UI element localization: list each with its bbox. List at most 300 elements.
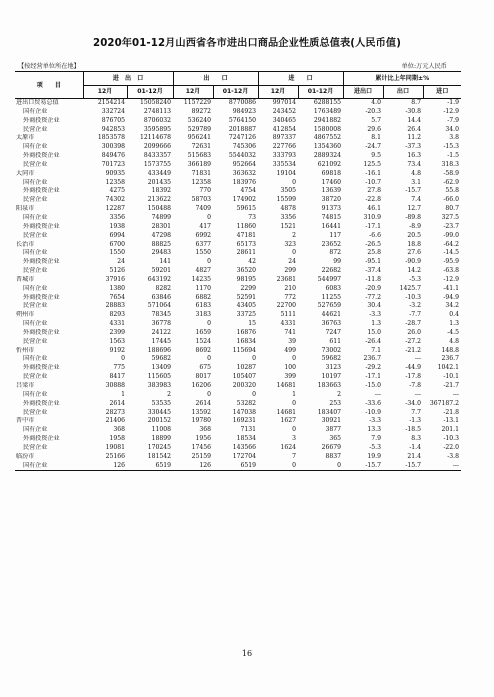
table-cell: -17.1 bbox=[365, 222, 381, 230]
table-cell: -10.7 bbox=[365, 178, 381, 186]
table-cell: -7.8 bbox=[409, 382, 421, 389]
table-cell: -4.5 bbox=[447, 328, 459, 336]
table-cell: 772 bbox=[284, 293, 296, 301]
row-label: 民营企业 bbox=[23, 408, 48, 416]
table-cell: 1659 bbox=[195, 328, 211, 336]
table-cell: 21.4 bbox=[407, 452, 421, 460]
table-cell: 332724 bbox=[101, 107, 125, 115]
table-cell: -15.0 bbox=[365, 382, 381, 389]
table-cell: -13.1 bbox=[443, 417, 459, 425]
table-cell: 73.4 bbox=[407, 160, 421, 168]
table-cell: -15.7 bbox=[343, 462, 383, 471]
table-cell: 12.7 bbox=[407, 205, 421, 213]
table-cell: 0 bbox=[121, 355, 125, 363]
table-cell: 11.2 bbox=[407, 134, 421, 142]
table-cell: 72631 bbox=[191, 143, 211, 151]
table-cell: 368 bbox=[113, 426, 125, 434]
table-cell: 6700 bbox=[109, 240, 125, 248]
table-row bbox=[15, 347, 461, 356]
table-cell: 536240 bbox=[187, 116, 211, 124]
table-cell: 515683 bbox=[187, 152, 211, 160]
table-cell: 24 bbox=[288, 258, 296, 266]
table-cell: 63846 bbox=[151, 293, 171, 301]
table-cell: 18899 bbox=[151, 435, 171, 443]
table-cell: 2099666 bbox=[143, 143, 171, 151]
table-cell: 8706032 bbox=[143, 116, 171, 124]
table-cell: 13592 bbox=[191, 408, 211, 416]
table-cell: 3.8 bbox=[449, 134, 459, 142]
table-cell: 36763 bbox=[321, 320, 341, 328]
growth-export-header: 出口 bbox=[383, 86, 423, 99]
table-cell: 200320 bbox=[232, 382, 256, 389]
export-cum-header: 01-12月 bbox=[213, 86, 258, 99]
table-cell: -12.9 bbox=[443, 107, 459, 115]
table-cell: 2 bbox=[337, 390, 341, 398]
table-cell: 12287 bbox=[105, 205, 125, 213]
unit-note: 单位:万元人民币 bbox=[401, 63, 447, 70]
table-cell: 2018887 bbox=[228, 125, 256, 133]
row-label: 国有企业 bbox=[23, 213, 48, 221]
table-cell: 335534 bbox=[272, 160, 296, 168]
table-cell: 1763489 bbox=[313, 107, 341, 115]
table-cell: 611 bbox=[329, 337, 341, 345]
table-cell: -24.7 bbox=[365, 143, 381, 151]
import-dec-header: 12月 bbox=[258, 86, 298, 99]
item-header: 项 目 bbox=[15, 72, 83, 99]
table-cell: -20.9 bbox=[365, 284, 381, 292]
table-cell: 115605 bbox=[147, 373, 171, 381]
table-cell: 1573755 bbox=[143, 160, 171, 168]
table-cell: 7247 bbox=[325, 328, 341, 336]
table-cell: 12114678 bbox=[139, 134, 171, 142]
table-row bbox=[15, 320, 461, 329]
table-cell: 3505 bbox=[280, 187, 296, 195]
table-cell: 16876 bbox=[236, 328, 256, 336]
table-cell: 19.9 bbox=[367, 452, 381, 460]
table-cell: 4331 bbox=[280, 320, 296, 328]
table-cell: -5.3 bbox=[409, 275, 421, 283]
row-label: 临汾市 bbox=[16, 452, 35, 460]
table-cell: 47298 bbox=[151, 231, 171, 239]
table-cell: 300398 bbox=[101, 143, 125, 151]
table-cell: 59201 bbox=[151, 267, 171, 275]
table-cell: 7.7 bbox=[411, 408, 421, 416]
table-cell: 8.3 bbox=[411, 435, 421, 443]
table-cell: 6994 bbox=[109, 231, 125, 239]
table-cell: 571064 bbox=[147, 302, 171, 310]
table-cell: 4.8 bbox=[449, 337, 459, 345]
table-cell: 59682 bbox=[321, 355, 341, 363]
table-cell: 53282 bbox=[236, 399, 256, 407]
table-cell: 174902 bbox=[232, 196, 256, 204]
table-cell: 310.9 bbox=[363, 213, 381, 221]
table-cell: 170245 bbox=[147, 443, 171, 451]
table-cell: 201435 bbox=[147, 178, 171, 186]
table-cell: 0 bbox=[252, 390, 256, 398]
table-cell: 65173 bbox=[236, 240, 256, 248]
table-cell: 3356 bbox=[280, 213, 296, 221]
table-cell: -5.3 bbox=[369, 443, 381, 451]
row-label: 外商投资企业 bbox=[23, 116, 60, 124]
table-row bbox=[15, 453, 461, 462]
table-row bbox=[15, 99, 461, 108]
table-cell: 89272 bbox=[191, 107, 211, 115]
table-cell: 27.6 bbox=[407, 249, 421, 257]
table-cell: 42 bbox=[248, 258, 256, 266]
table-row bbox=[15, 214, 461, 223]
table-cell: 44621 bbox=[321, 311, 341, 319]
table-cell: 36778 bbox=[151, 320, 171, 328]
table-cell: 5.7 bbox=[371, 116, 381, 124]
table-cell: 775 bbox=[113, 364, 125, 372]
table-row bbox=[15, 223, 461, 232]
table-cell: 117 bbox=[329, 231, 341, 239]
table-cell: 25.8 bbox=[367, 249, 381, 257]
table-cell: 52591 bbox=[236, 293, 256, 301]
table-cell: 59615 bbox=[236, 205, 256, 213]
table-row bbox=[15, 382, 461, 391]
table-row bbox=[15, 161, 461, 170]
table-cell: -1.5 bbox=[447, 152, 459, 160]
table-cell: 147038 bbox=[232, 408, 256, 416]
table-cell: 17460 bbox=[321, 178, 341, 186]
table-cell: 5111 bbox=[280, 311, 296, 319]
table-cell: 36520 bbox=[236, 267, 256, 275]
table-cell: 22682 bbox=[321, 267, 341, 275]
table-cell: 741 bbox=[284, 328, 296, 336]
table-row bbox=[15, 311, 461, 320]
table-cell: 1958 bbox=[109, 435, 125, 443]
table-cell: --- bbox=[452, 390, 459, 398]
table-cell: 2614 bbox=[195, 399, 211, 407]
table-cell: 0 bbox=[207, 213, 211, 221]
table-cell: -6.6 bbox=[369, 231, 381, 239]
row-label: 外商投资企业 bbox=[23, 328, 60, 336]
table-cell: 16.3 bbox=[407, 152, 421, 160]
table-cell: -99.0 bbox=[443, 231, 459, 239]
table-cell: 53535 bbox=[151, 399, 171, 407]
row-label: 大同市 bbox=[16, 169, 35, 177]
row-label: 忻州市 bbox=[16, 346, 35, 354]
table-cell: 253 bbox=[329, 399, 341, 407]
table-cell: 2941882 bbox=[313, 116, 341, 124]
table-cell: 188696 bbox=[147, 346, 171, 354]
row-label: 国有企业 bbox=[23, 249, 48, 257]
table-cell: 997014 bbox=[272, 99, 296, 106]
table-cell: 1354360 bbox=[313, 143, 341, 151]
table-cell: 770 bbox=[199, 187, 211, 195]
table-cell: 1425.7 bbox=[399, 284, 421, 292]
table-cell: 323 bbox=[284, 240, 296, 248]
row-label: 外商投资企业 bbox=[23, 399, 60, 407]
table-cell: 956241 bbox=[187, 134, 211, 142]
table-cell: -28.7 bbox=[405, 320, 421, 328]
table-cell: 701723 bbox=[101, 160, 125, 168]
table-cell: 213622 bbox=[147, 196, 171, 204]
table-cell: 7247126 bbox=[228, 134, 256, 142]
table-cell: 19780 bbox=[191, 417, 211, 425]
table-cell: -26.4 bbox=[365, 337, 381, 345]
table-cell: -62.9 bbox=[443, 178, 459, 186]
table-cell: 1938 bbox=[109, 222, 125, 230]
table-cell: -77.2 bbox=[365, 293, 381, 301]
table-cell: 1.3 bbox=[449, 320, 459, 328]
table-cell: 14.2 bbox=[407, 267, 421, 275]
table-cell: 7131 bbox=[240, 426, 256, 434]
table-cell: 8770086 bbox=[228, 99, 256, 106]
table-cell: 952664 bbox=[232, 160, 256, 168]
row-label: 民营企业 bbox=[23, 302, 48, 310]
table-cell: 8837 bbox=[325, 452, 341, 460]
table-cell: 1563 bbox=[109, 337, 125, 345]
table-row bbox=[15, 426, 461, 435]
table-cell: 13639 bbox=[321, 187, 341, 195]
table-cell: 0 bbox=[292, 355, 296, 363]
table-cell: 34.2 bbox=[445, 302, 459, 310]
table-cell: 4867552 bbox=[313, 134, 341, 142]
table-cell: 2748113 bbox=[143, 107, 171, 115]
table-cell: 78345 bbox=[151, 311, 171, 319]
table-row bbox=[15, 294, 461, 303]
table-cell: 318.3 bbox=[441, 160, 459, 168]
table-cell: 236.7 bbox=[363, 355, 381, 363]
table-cell: 9192 bbox=[109, 346, 125, 354]
table-row bbox=[15, 117, 461, 126]
table-cell: 15599 bbox=[276, 196, 296, 204]
table-cell: 333793 bbox=[272, 152, 296, 160]
table-cell: 0 bbox=[298, 462, 343, 471]
row-label: 进出口贸易总值 bbox=[16, 99, 59, 106]
table-cell: 210 bbox=[284, 284, 296, 292]
trade-table bbox=[15, 71, 461, 471]
table-cell: 38720 bbox=[321, 196, 341, 204]
table-cell: 183976 bbox=[232, 178, 256, 186]
table-cell: 25166 bbox=[105, 452, 125, 460]
table-row bbox=[15, 373, 461, 382]
table-cell: 201.1 bbox=[441, 426, 459, 434]
table-row bbox=[15, 143, 461, 152]
table-cell: 21406 bbox=[105, 417, 125, 425]
table-cell: -18.5 bbox=[405, 426, 421, 434]
table-cell: 529789 bbox=[187, 125, 211, 133]
table-cell: 26679 bbox=[321, 443, 341, 451]
table-cell: 30.4 bbox=[367, 302, 381, 310]
table-row bbox=[15, 126, 461, 135]
table-cell: 19104 bbox=[276, 169, 296, 177]
table-cell: 73002 bbox=[321, 346, 341, 354]
table-cell: 3 bbox=[292, 435, 296, 443]
table-row bbox=[15, 409, 461, 418]
row-label: 外商投资企业 bbox=[23, 187, 60, 195]
table-cell: -64.2 bbox=[443, 240, 459, 248]
table-cell: -66.0 bbox=[443, 196, 459, 204]
table-cell: 14.4 bbox=[407, 116, 421, 124]
table-row bbox=[15, 232, 461, 241]
table-cell: 2 bbox=[167, 390, 171, 398]
table-cell: 99 bbox=[333, 258, 341, 266]
table-cell: -10.1 bbox=[443, 373, 459, 381]
table-cell: 7.4 bbox=[411, 196, 421, 204]
table-cell: 27.8 bbox=[367, 187, 381, 195]
table-cell: -17.8 bbox=[405, 373, 421, 381]
table-cell: -7.9 bbox=[447, 116, 459, 124]
table-cell: 236.7 bbox=[441, 355, 459, 363]
table-cell: 0 bbox=[258, 462, 298, 471]
row-label: 阳泉市 bbox=[16, 205, 35, 213]
table-cell: 6083 bbox=[325, 284, 341, 292]
table-cell: 6992 bbox=[195, 231, 211, 239]
table-cell: --- bbox=[414, 355, 421, 363]
table-row bbox=[15, 134, 461, 143]
table-cell: -3.3 bbox=[369, 417, 381, 425]
table-cell: 24122 bbox=[151, 328, 171, 336]
table-cell: -10.9 bbox=[365, 408, 381, 416]
table-cell: 0 bbox=[207, 258, 211, 266]
table-cell: 6882 bbox=[195, 293, 211, 301]
table-cell: -15.7 bbox=[383, 462, 423, 471]
table-cell: 150488 bbox=[147, 205, 171, 213]
table-cell: 1853578 bbox=[97, 134, 125, 142]
table-cell: 745306 bbox=[232, 143, 256, 151]
table-cell: 243452 bbox=[272, 107, 296, 115]
table-cell: 417 bbox=[199, 222, 211, 230]
table-cell: -63.8 bbox=[443, 267, 459, 275]
table-cell: 366189 bbox=[187, 160, 211, 168]
table-cell: 181542 bbox=[147, 452, 171, 460]
total-dec-header: 12月 bbox=[83, 86, 127, 99]
table-cell: 4.8 bbox=[411, 169, 421, 177]
table-cell: 28273 bbox=[105, 408, 125, 416]
table-cell: 8433357 bbox=[143, 152, 171, 160]
table-cell: 1956 bbox=[195, 435, 211, 443]
table-cell: -26.5 bbox=[365, 240, 381, 248]
table-cell: --- bbox=[423, 462, 461, 471]
table-cell: -3.3 bbox=[369, 311, 381, 319]
table-cell: 23681 bbox=[276, 275, 296, 283]
row-label: 朔州市 bbox=[16, 311, 35, 319]
table-cell: 327.5 bbox=[441, 213, 459, 221]
table-cell: 984923 bbox=[232, 107, 256, 115]
table-cell: 141 bbox=[159, 258, 171, 266]
table-cell: 1524 bbox=[195, 337, 211, 345]
row-label: 太原市 bbox=[16, 134, 35, 142]
table-cell: 8017 bbox=[195, 373, 211, 381]
table-cell: 2299 bbox=[240, 284, 256, 292]
table-cell: -16.1 bbox=[365, 169, 381, 177]
table-cell: 14681 bbox=[276, 408, 296, 416]
table-cell: 71831 bbox=[191, 169, 211, 177]
table-row bbox=[15, 355, 461, 364]
table-cell: 10197 bbox=[321, 373, 341, 381]
table-cell: 11860 bbox=[236, 222, 256, 230]
table-cell: 0 bbox=[292, 426, 296, 434]
table-row bbox=[15, 391, 461, 400]
table-cell: 88825 bbox=[151, 240, 171, 248]
table-cell: 876705 bbox=[101, 116, 125, 124]
table-cell: -29.2 bbox=[365, 364, 381, 372]
table-cell: 6183 bbox=[195, 302, 211, 310]
table-cell: -1.3 bbox=[409, 417, 421, 425]
table-cell: 330445 bbox=[147, 408, 171, 416]
growth-header: 累计比上年同期±% bbox=[343, 72, 461, 86]
table-row bbox=[15, 267, 461, 276]
table-cell: -1.4 bbox=[409, 443, 421, 451]
row-label: 外商投资企业 bbox=[23, 152, 60, 160]
table-cell: 17445 bbox=[151, 337, 171, 345]
table-cell: 0.4 bbox=[449, 311, 459, 319]
table-cell: -33.6 bbox=[365, 399, 381, 407]
table-cell: 3.1 bbox=[411, 178, 421, 186]
table-cell: 3356 bbox=[109, 213, 125, 221]
table-cell: 872 bbox=[329, 249, 341, 257]
table-cell: 3123 bbox=[325, 364, 341, 372]
table-cell: 26.4 bbox=[407, 125, 421, 133]
table-row bbox=[15, 249, 461, 258]
table-row bbox=[15, 462, 461, 471]
growth-total-header: 进出口 bbox=[343, 86, 383, 99]
table-body bbox=[15, 99, 461, 471]
table-cell: 80.7 bbox=[445, 205, 459, 213]
table-cell: -95.9 bbox=[443, 258, 459, 266]
table-cell: 1550 bbox=[109, 249, 125, 257]
table-cell: 1.3 bbox=[371, 320, 381, 328]
table-cell: 4331 bbox=[109, 320, 125, 328]
table-cell: 169231 bbox=[232, 417, 256, 425]
table-row bbox=[15, 338, 461, 347]
table-cell: 29.6 bbox=[367, 125, 381, 133]
table-cell: 367187.2 bbox=[429, 399, 459, 407]
table-cell: 621092 bbox=[317, 160, 341, 168]
table-cell: -34.0 bbox=[405, 399, 421, 407]
table-cell: 18534 bbox=[236, 435, 256, 443]
table-cell: 172704 bbox=[232, 452, 256, 460]
table-cell: 1550 bbox=[195, 249, 211, 257]
table-cell: 1380 bbox=[109, 284, 125, 292]
table-cell: 91373 bbox=[321, 205, 341, 213]
row-label: 民营企业 bbox=[23, 267, 48, 275]
table-cell: 148.8 bbox=[441, 346, 459, 354]
table-row bbox=[15, 364, 461, 373]
table-cell: 383983 bbox=[147, 382, 171, 389]
table-cell: -44.9 bbox=[405, 364, 421, 372]
table-cell: -8.9 bbox=[409, 222, 421, 230]
table-cell: -14.5 bbox=[443, 249, 459, 257]
table-cell: 340465 bbox=[272, 116, 296, 124]
table-cell: 16441 bbox=[321, 222, 341, 230]
table-cell: --- bbox=[374, 390, 381, 398]
table-cell: 4.0 bbox=[371, 99, 381, 106]
table-cell: 13.3 bbox=[367, 426, 381, 434]
table-cell: -20.3 bbox=[365, 107, 381, 115]
location-note: 【按经营单位所在地】 bbox=[18, 63, 80, 70]
row-label: 民营企业 bbox=[23, 337, 48, 345]
table-cell: 16834 bbox=[236, 337, 256, 345]
row-label: 国有企业 bbox=[23, 355, 48, 363]
table-cell: 4878 bbox=[280, 205, 296, 213]
table-cell: 0 bbox=[292, 399, 296, 407]
table-cell: 22700 bbox=[276, 302, 296, 310]
table-cell: 47181 bbox=[236, 231, 256, 239]
table-cell: 23652 bbox=[321, 240, 341, 248]
table-cell: 18.8 bbox=[407, 240, 421, 248]
table-cell: 4275 bbox=[109, 187, 125, 195]
table-cell: 544997 bbox=[317, 275, 341, 283]
table-cell: 7654 bbox=[109, 293, 125, 301]
row-label: 国有企业 bbox=[23, 178, 48, 186]
table-cell: 115694 bbox=[232, 346, 256, 354]
table-cell: 3183 bbox=[195, 311, 211, 319]
table-cell: 105407 bbox=[232, 373, 256, 381]
